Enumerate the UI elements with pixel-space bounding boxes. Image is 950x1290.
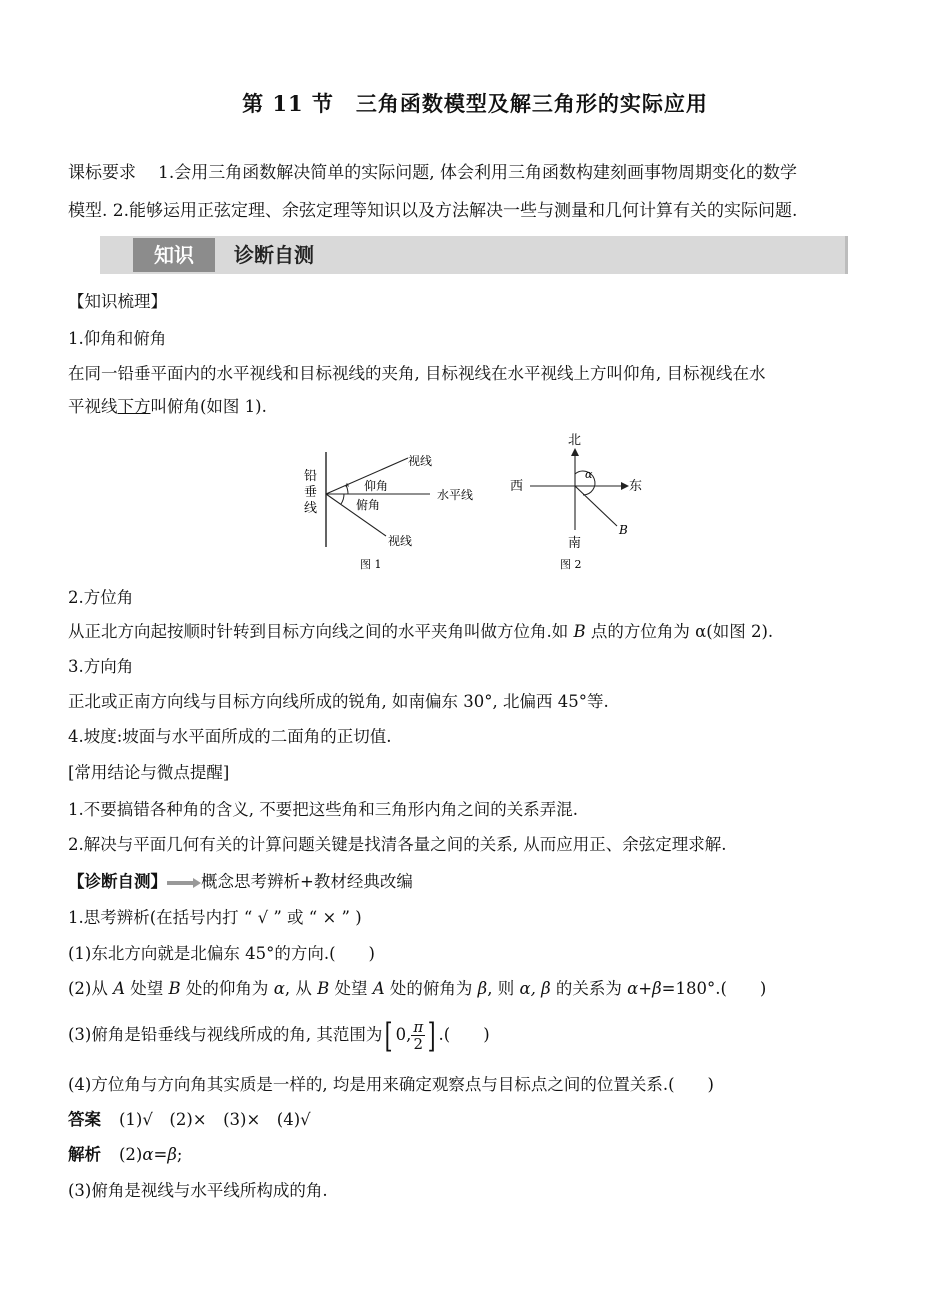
figure-2-bearing	[505, 430, 660, 575]
s2-text-a: 从正北方向起按顺时针转到目标方向线之间的水平夹角叫做方位角.如	[68, 622, 574, 641]
q2-alpha: α	[273, 979, 285, 998]
q3-zero: 0,	[395, 1025, 412, 1044]
requirement-line-2: 模型. 2.能够运用正弦定理、余弦定理等知识以及方法解决一些与测量和几何计算有关的实际问题.	[68, 201, 798, 221]
lower-sight-label: 视线	[388, 534, 413, 548]
selftest-heading-row	[68, 871, 413, 893]
vertical-label-2: 垂	[304, 485, 318, 500]
depression-arc	[341, 494, 344, 504]
direction-line-b	[575, 486, 617, 526]
q2-beta: β	[477, 979, 488, 998]
alpha-label: α	[585, 468, 593, 481]
upper-sight-label: 视线	[408, 454, 433, 468]
q2-B2: B	[317, 979, 330, 998]
depression-label: 俯角	[356, 498, 381, 512]
north-label: 北	[568, 433, 582, 448]
q2-h: 的关系为	[550, 979, 628, 998]
q2-B: B	[168, 979, 181, 998]
q3-b: .( )	[438, 1025, 490, 1044]
question-1-title: 1.思考辨析(在括号内打 “ √ ” 或 “ × ” )	[68, 908, 362, 927]
s2-point-b: B	[573, 622, 586, 641]
q3-fraction	[411, 1019, 425, 1052]
q3-denominator: 2	[413, 1035, 424, 1053]
north-arrow-icon	[571, 448, 579, 456]
answer-label: 答案	[68, 1110, 101, 1129]
answer-row	[68, 1109, 311, 1131]
q2-g: , 则	[487, 979, 520, 998]
figure-1-elevation-depression	[300, 432, 500, 577]
section-1-title: 1.仰角和俯角	[68, 329, 167, 348]
q2-A2: A	[372, 979, 385, 998]
section-2-title: 2.方位角	[68, 588, 134, 607]
s1-text2-b: 叫俯角(如图 1).	[150, 397, 267, 416]
q2-A: A	[113, 979, 126, 998]
conclusions-heading: [常用结论与微点提醒]	[68, 763, 230, 782]
s1-text2-a: 平视线	[68, 397, 118, 416]
q2-c: 处的仰角为	[180, 979, 274, 998]
south-label: 南	[568, 536, 582, 551]
east-arrow-icon	[621, 482, 629, 490]
q2-d: , 从	[284, 979, 318, 998]
question-1-2	[68, 978, 766, 1000]
analysis-label: 解析	[68, 1145, 101, 1164]
section-3-title: 3.方向角	[68, 657, 134, 676]
s1-underlined-answer: 下方	[117, 397, 151, 416]
point-b-label: B	[619, 523, 628, 537]
analysis-3: (3)俯角是视线与水平线所构成的角.	[68, 1181, 328, 1200]
east-label: 东	[629, 479, 643, 494]
question-1-4: (4)方位角与方向角其实质是一样的, 均是用来确定观察点与目标点之间的位置关系.( )	[68, 1075, 714, 1094]
q3-numerator: π	[413, 1018, 424, 1036]
horizontal-label: 水平线	[437, 488, 474, 502]
answer-text: (1)√ (2)× (3)× (4)√	[119, 1110, 311, 1129]
banner-edge	[845, 236, 848, 274]
section-3-text: 正北或正南方向线与目标方向线所成的锐角, 如南偏东 30°, 北偏西 45°等.	[68, 692, 609, 711]
q2-b: 处望	[125, 979, 169, 998]
elevation-label: 仰角	[364, 479, 389, 493]
conclusion-2: 2.解决与平面几何有关的计算问题关键是找清各量之间的关系, 从而应用正、余弦定理求解.	[68, 835, 727, 854]
q2-a: (2)从	[68, 979, 114, 998]
page-title: 第 11 节 三角函数模型及解三角形的实际应用	[242, 91, 708, 116]
requirement-label: 课标要求	[68, 163, 136, 183]
analysis-2a: (2)	[119, 1145, 143, 1164]
analysis-2b: ;	[176, 1145, 183, 1164]
q2-i: =180°.( )	[661, 979, 767, 998]
section-4-text: 4.坡度:坡面与水平面所成的二面角的正切值.	[68, 727, 392, 746]
requirement-text-1: 1.会用三角函数解决简单的实际问题, 体会利用三角函数构建刻画事物周期变化的数学	[158, 163, 798, 183]
q2-e: 处望	[329, 979, 373, 998]
requirement-line-1	[68, 162, 797, 184]
selftest-heading: 【诊断自测】	[68, 872, 167, 891]
analysis-2-eq: α=β	[142, 1145, 177, 1164]
s2-text-c: 点的方位角为 α(如图 2).	[585, 622, 774, 641]
right-arrow-icon	[167, 878, 201, 888]
analysis-row	[68, 1144, 182, 1166]
question-1-3	[68, 1015, 490, 1055]
banner-label-selftest: 诊断自测	[234, 243, 314, 267]
banner-label-knowledge: 知识	[133, 238, 215, 272]
q3-right-bracket: ]	[427, 1015, 436, 1056]
conclusion-1: 1.不要搞错各种角的含义, 不要把这些角和三角形内角之间的关系弄混.	[68, 800, 578, 819]
knowledge-heading: 【知识梳理】	[68, 292, 167, 311]
vertical-label-1: 铅	[304, 469, 318, 484]
section-1-text-1: 在同一铅垂平面内的水平视线和目标视线的夹角, 目标视线在水平视线上方叫仰角, 目标视线在水	[68, 364, 766, 383]
q3-left-bracket: [	[385, 1015, 393, 1056]
q2-vars: α, β	[519, 979, 551, 998]
selftest-subtitle: 概念思考辨析+教材经典改编	[201, 872, 413, 891]
question-1-1: (1)东北方向就是北偏东 45°的方向.( )	[68, 944, 375, 963]
section-1-text-2	[68, 396, 267, 418]
q2-f: 处的俯角为	[384, 979, 478, 998]
west-label: 西	[510, 479, 524, 494]
vertical-label-3: 线	[304, 501, 318, 516]
section-banner	[100, 236, 848, 274]
q3-a: (3)俯角是铅垂线与视线所成的角, 其范围为	[68, 1025, 383, 1044]
section-2-text	[68, 621, 773, 643]
figure-1-caption: 图 1	[360, 558, 382, 571]
q2-eq: α+β	[627, 979, 662, 998]
figure-2-caption: 图 2	[560, 558, 582, 571]
